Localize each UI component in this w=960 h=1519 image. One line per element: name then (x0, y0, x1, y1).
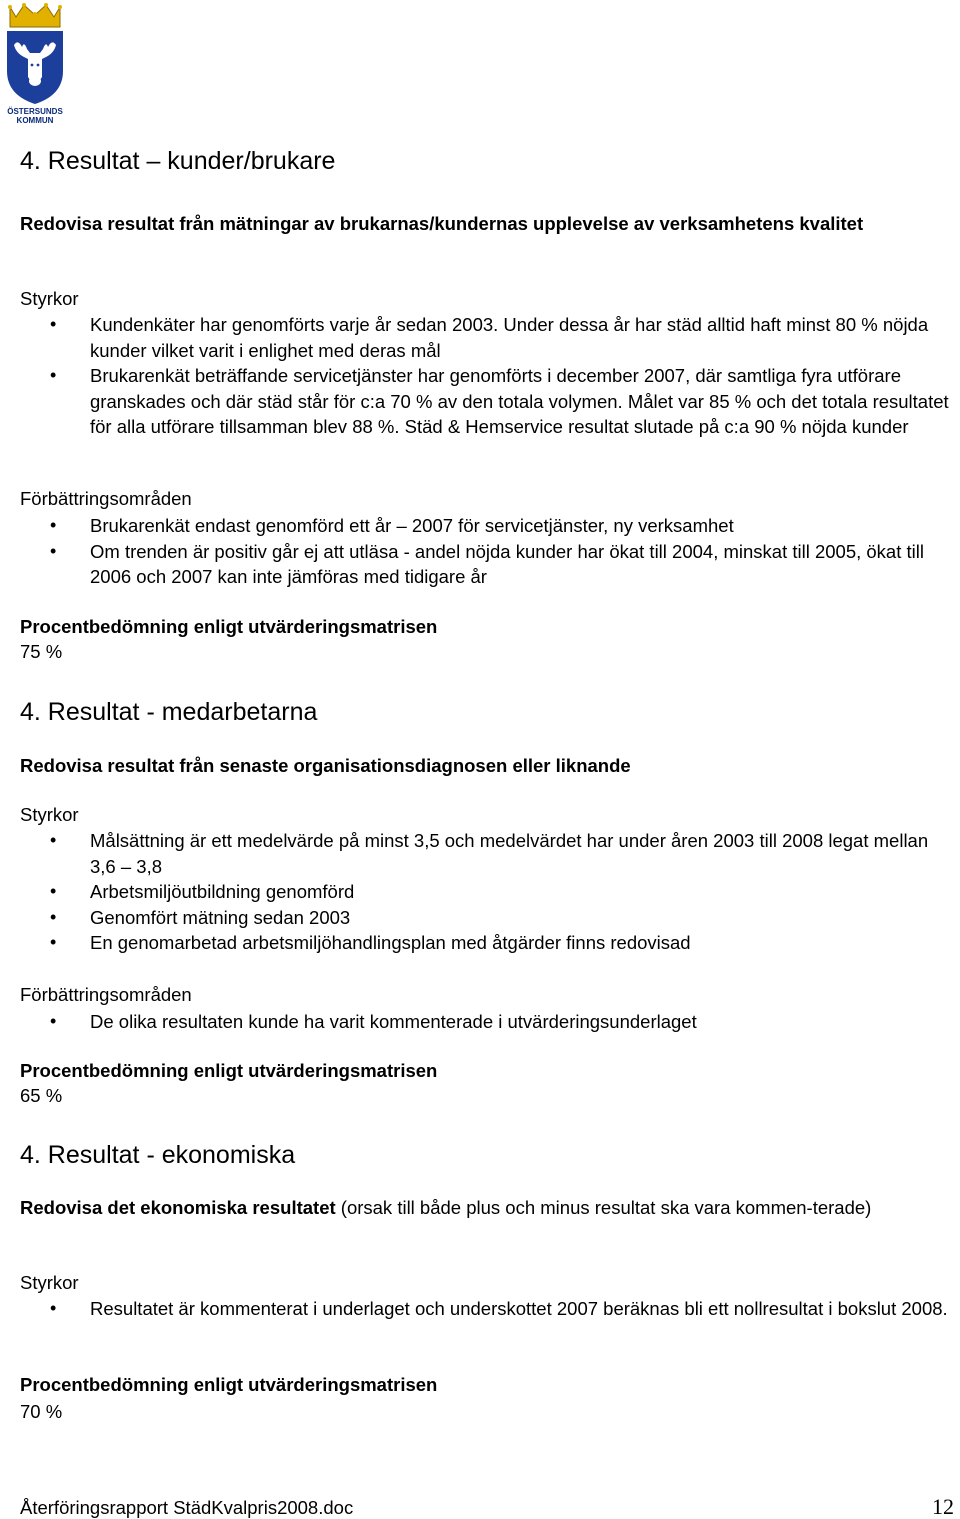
municipality-logo (2, 3, 68, 127)
list-item: • Målsättning är ett medelvärde på minst 3,5 och medelvärdet har under åren 2003 till 2008 legat mellan 3,6 – 3,8 (0, 828, 960, 879)
list-item: • Brukarenkät beträffande servicetjänster har genomförts i december 2007, där samtliga fyra utförare granskades och där städ står för c:a 70 % av den totala volymen. Målet var 85 % och det totala resultatet för alla utförare tillsamman blev 88 %. Städ & Hemservice resultat slutade på c:a 90 % nöjda kunder (0, 363, 960, 440)
section-heading-economy: 4. Resultat - ekonomiska (20, 1141, 296, 1169)
list-item: • Genomfört mätning sedan 2003 (0, 905, 960, 931)
score-label: Procentbedömning enligt utvärderingsmatrisen (20, 1374, 438, 1395)
section-subheading-customers (20, 211, 955, 236)
logo-line-1: ÖSTERSUNDS (7, 107, 63, 116)
coat-of-arms-icon (2, 3, 68, 107)
improvements-list (0, 513, 960, 590)
strengths-label: Styrkor (20, 288, 79, 309)
subheading-rest: (orsak till både plus och minus resultat ska vara kommen-terade) (335, 1197, 872, 1218)
improvements-label: Förbättringsområden (20, 984, 192, 1005)
section-heading-employees: 4. Resultat - medarbetarna (20, 698, 318, 726)
strengths-list (0, 1296, 960, 1322)
improvements-list (0, 1009, 960, 1035)
section-heading-customers: 4. Resultat – kunder/brukare (20, 147, 336, 175)
score-value: 65 % (20, 1085, 63, 1106)
list-item: • En genomarbetad arbetsmiljöhandlingsplan med åtgärder finns redovisad (0, 930, 960, 956)
logo-line-2: KOMMUN (16, 116, 54, 125)
score-value: 75 % (20, 641, 63, 662)
score-label: Procentbedömning enligt utvärderingsmatrisen (20, 616, 438, 637)
strengths-label: Styrkor (20, 1272, 79, 1293)
list-item: • Kundenkäter har genomförts varje år sedan 2003. Under dessa år har städ alltid haft minst 80 % nöjda kunder vilket varit i enlighet med deras mål (0, 312, 960, 363)
list-item: • Om trenden är positiv går ej att utläsa - andel nöjda kunder har ökat till 2004, minskat till 2005, ökat till 2006 och 2007 kan inte jämföras med tidigare år (0, 539, 960, 590)
section-subheading-employees (20, 753, 955, 778)
list-item: • Resultatet är kommenterat i underlaget och underskottet 2007 beräknas bli ett nollresultat i bokslut 2008. (0, 1296, 960, 1322)
strengths-list (0, 312, 960, 440)
subheading-text: Redovisa resultat från mätningar av brukarnas/kundernas upplevelse av verksamhetens kvalitet (20, 213, 864, 234)
list-item: • Arbetsmiljöutbildning genomförd (0, 879, 960, 905)
score-value: 70 % (20, 1401, 63, 1422)
logo-text (2, 107, 68, 125)
strengths-label: Styrkor (20, 804, 79, 825)
subheading-text: Redovisa resultat från senaste organisationsdiagnosen eller liknande (20, 755, 631, 776)
improvements-label: Förbättringsområden (20, 488, 192, 509)
strengths-list (0, 828, 960, 956)
subheading-bold: Redovisa det ekonomiska resultatet (20, 1197, 336, 1218)
score-label: Procentbedömning enligt utvärderingsmatrisen (20, 1060, 438, 1081)
page-number: 12 (932, 1494, 954, 1519)
subheading-text (20, 1195, 955, 1220)
list-item: • De olika resultaten kunde ha varit kommenterade i utvärderingsunderlaget (0, 1009, 960, 1035)
section-subheading-economy (20, 1195, 955, 1220)
list-item: • Brukarenkät endast genomförd ett år – 2007 för servicetjänster, ny verksamhet (0, 513, 960, 539)
footer-document-name: Återföringsrapport StädKvalpris2008.doc (20, 1497, 354, 1518)
